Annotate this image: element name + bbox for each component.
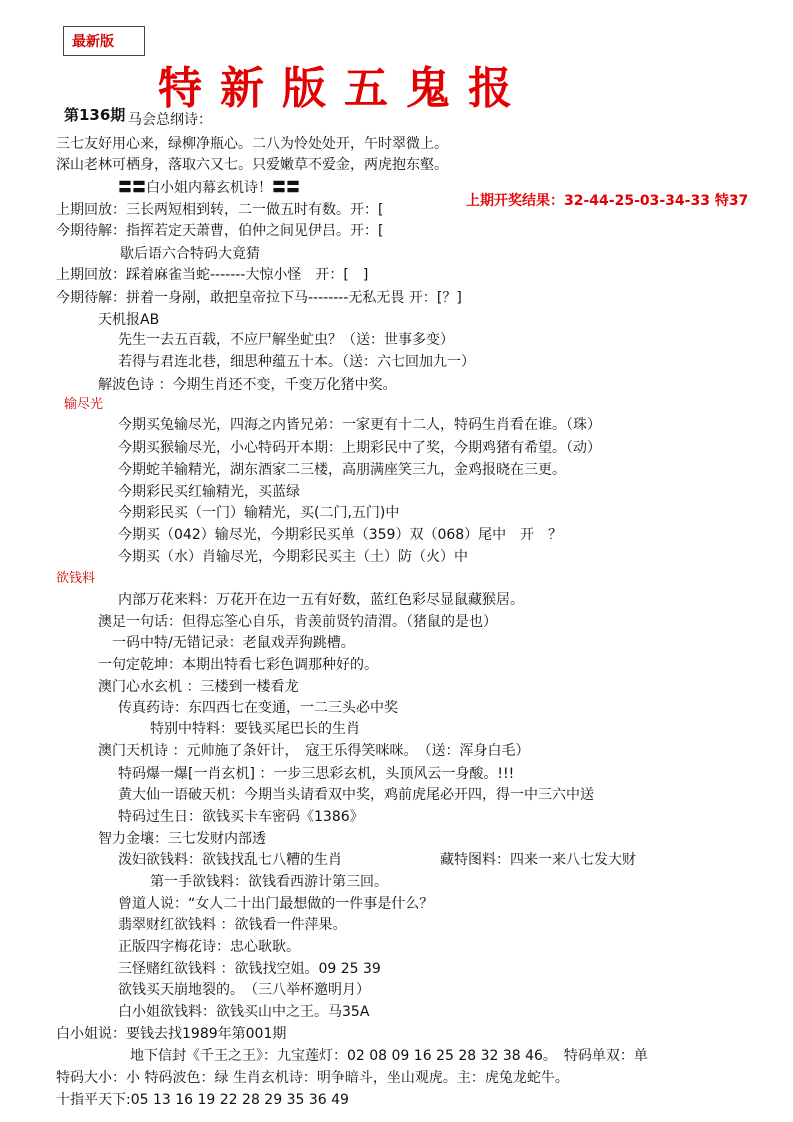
text-line: 若得与君连北巷，细思种蕴五十本。（送：六七回加九一） [118,354,475,370]
section-heading: 欲钱料 [56,571,96,586]
text-line: 澳门心水玄机 ：三楼到一楼看龙 [98,679,299,695]
text-line: 正版四字梅花诗：忠心耿耿。 [118,939,300,955]
text-line: 马会总纲诗： [128,112,212,128]
text-line: 今期买（水）肖输尽光，今期彩民买主（土）防（火）中 [118,549,468,565]
text-line: 第一手欲钱料：欲钱看西游计第三回。 [150,874,388,890]
text-line: 曾道人说：“女人二十出门最想做的一件事是什么？ [118,896,434,912]
badge-label: 最新版 [72,34,114,50]
text-line: 十指平天下:05 13 16 19 22 28 29 35 36 49 [56,1092,349,1108]
text-line: 内部万花来料：万花开在边一五有好数，蓝红色彩尽显鼠藏猴居。 [118,592,524,608]
issue-number: 第136期 [64,106,126,124]
text-line: 上期回放：三长两短相到转，二一做五时有数。开：[ [56,202,384,218]
text-line: 三七友好用心来，绿柳净瓶心。二八为怜处处开，午时翠微上。 [56,136,448,152]
text-line: 〓〓白小姐内幕玄机诗！〓〓 [118,180,300,196]
text-line: 传真药诗：东四西七在变通，一二三头必中奖 [118,700,398,716]
text-line: 藏特图料：四来一来八七发大财 [440,852,636,868]
text-line: 白小姐欲钱料：欲钱买山中之王。马35A [118,1004,370,1020]
text-line: 解波色诗 ：今期生肖还不变，千变万化猪中奖。 [98,377,397,393]
text-line: 今期蛇羊输精光，湖东酒家二三楼，高朋满座笑三九，金鸡报晓在三更。 [118,462,566,478]
text-line: 今期买兔输尽光，四海之内皆兄弟：一家更有十二人，特码生肖看在谁。（珠） [118,417,601,433]
text-line: 特码大小：小 特码波色：绿 生肖玄机诗：明争暗斗，坐山观虎。主：虎兔龙蛇牛。 [56,1070,569,1086]
text-line: 黄大仙一语破天机：今期当头请看双中奖，鸡前虎尾必开四，得一中三六中送 [118,787,594,803]
text-line: 深山老林可栖身，落取六又七。只爱嫩草不爱金，两虎抱东壑。 [56,157,448,173]
page-title: 特新版五鬼报 [158,63,530,114]
text-line: 地下信封《千王之王》：九宝莲灯：02 08 09 16 25 28 32 38 46。 特码单双：单 [130,1048,648,1064]
text-line: 今期彩民买红输精光，买蓝绿 [118,484,300,500]
text-line: 白小姐说：要钱去找1989年第001期 [56,1026,287,1042]
latest-edition-badge [63,26,145,56]
text-line: 上期回放：踩着麻雀当蛇-------大惊小怪 开：[ ] [56,267,369,283]
text-line: 智力金壤：三七发财内部透 [98,831,266,847]
text-line: 欲钱买天崩地裂的。 （三八举杯邀明月） [118,982,370,998]
text-line: 先生一去五百载，不应尸解坐虻虫？（送：世事多变） [118,332,454,348]
text-line: 翡翠财红欲钱料 ：欲钱看一件萍果。 [118,917,347,933]
text-line: 一句定乾坤：本期出特看七彩色调那种好的。 [98,657,378,673]
last-result: 上期开奖结果：32-44-25-03-34-33 特37 [466,193,749,209]
text-line: 一码中特/无错记录：老鼠戏弄狗跳槽。 [112,635,355,651]
text-line: 澳足一句话：但得忘筌心自乐，肯羡前贤钓清渭。（猪鼠的是也） [98,614,497,630]
text-line: 今期待解：拼着一身剐，敢把皇帝拉下马--------无私无畏 开：[？] [56,290,462,306]
section-heading: 输尽光 [64,397,104,412]
text-line: 特码爆一爆[一肖玄机] ：一步三思彩玄机，头顶风云一身酸。!!! [118,766,515,782]
text-line: 特别中特料：要钱买尾巴长的生肖 [150,721,360,737]
text-line: 天机报AB [98,312,160,328]
text-line: 泼妇欲钱料：欲钱找乱七八糟的生肖 [118,852,342,868]
text-line: 澳门天机诗 ：元帅施了条奸计， 寇王乐得笑咪咪。 （送：浑身白毛） [98,743,530,759]
text-line: 特码过生日：欲钱买卡车密码《1386》 [118,809,364,825]
text-line: 今期彩民买（一门）输精光，买(二门,五门)中 [118,505,400,521]
text-line: 今期待解：指挥若定天萧曹，伯仲之间见伊吕。开：[ [56,223,384,239]
text-line: 今期买（042）输尽光，今期彩民买单（359）双（068）尾中 开 ？ [118,527,563,543]
text-line: 三怪赌红欲钱料 ：欲钱找空姐。09 25 39 [118,961,381,977]
text-line: 今期买猴输尽光，小心特码开本期：上期彩民中了奖，今期鸡猪有希望。（动） [118,440,601,456]
text-line: 歇后语六合特码大竟猜 [120,246,260,262]
